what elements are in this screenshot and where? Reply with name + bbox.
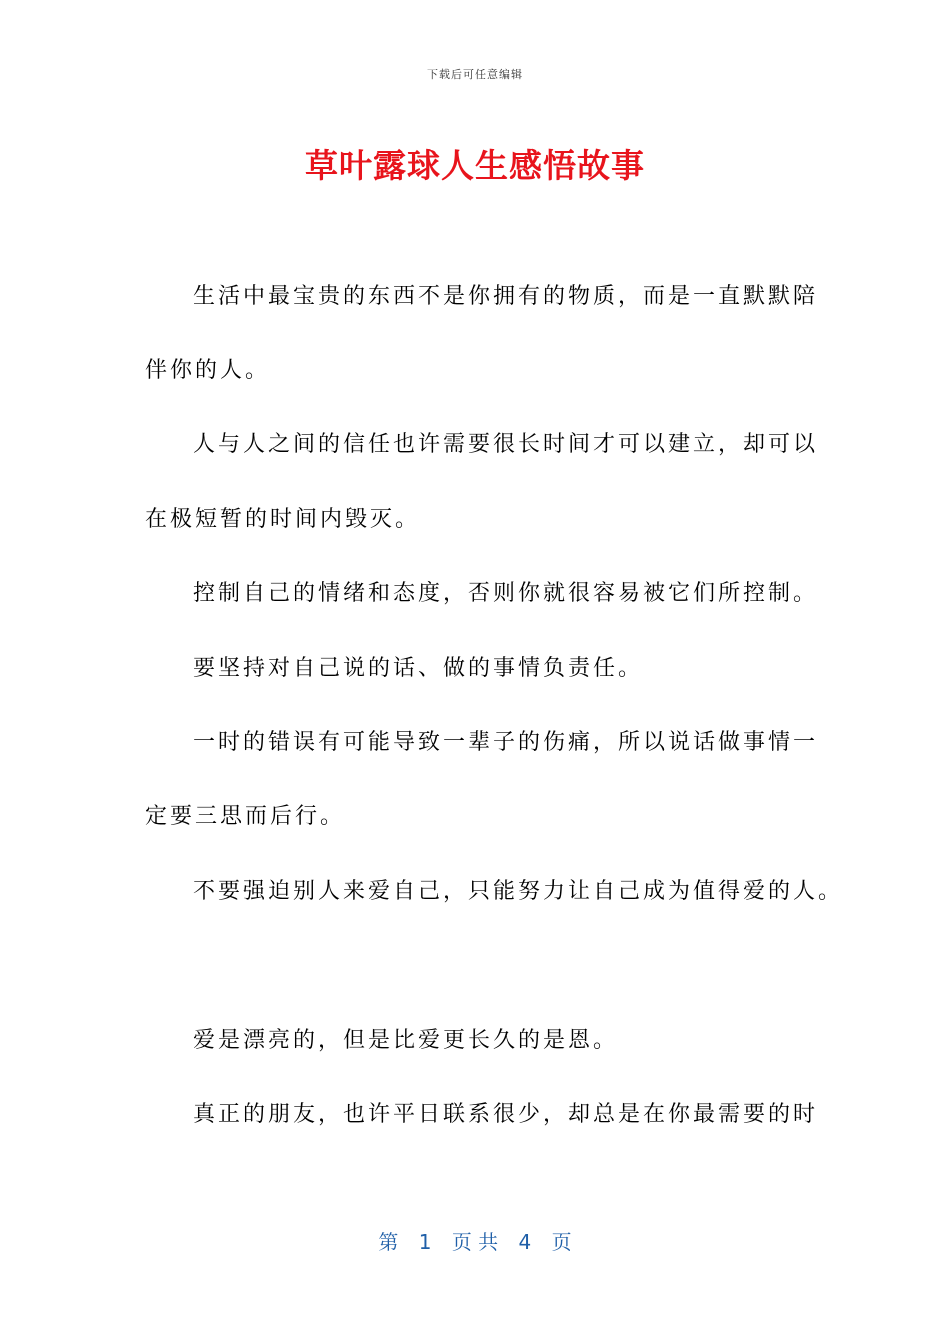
- total-pages-number: 4: [518, 1230, 532, 1254]
- page-suffix: 页: [551, 1230, 572, 1254]
- paragraph-line: 在极短暂的时间内毁灭。: [145, 507, 421, 532]
- paragraph-line: 生活中最宝贵的东西不是你拥有的物质，而是一直默默陪: [193, 284, 819, 309]
- paragraph-line: 爱是漂亮的，但是比爱更长久的是恩。: [193, 1028, 619, 1053]
- paragraph-line: 伴你的人。: [145, 358, 271, 383]
- paragraph-line: 定要三思而后行。: [145, 804, 346, 829]
- paragraph-line: 一时的错误有可能导致一辈子的伤痛，所以说话做事情一: [193, 730, 819, 755]
- page-footer: [0, 1226, 950, 1255]
- paragraph-line: 人与人之间的信任也许需要很长时间才可以建立，却可以: [193, 432, 819, 457]
- current-page-number: 1: [418, 1230, 432, 1254]
- paragraph-line: 真正的朋友，也许平日联系很少，却总是在你最需要的时: [193, 1102, 819, 1127]
- document-title: 草叶露球人生感悟故事: [305, 146, 645, 185]
- page-prefix: 第: [378, 1230, 399, 1254]
- page-mid-text: 页 共: [451, 1230, 499, 1254]
- paragraph-line: 要坚持对自己说的话、做的事情负责任。: [193, 656, 644, 681]
- header-note: 下载后可任意编辑: [427, 68, 523, 81]
- paragraph-line: 不要强迫别人来爱自己，只能努力让自己成为值得爱的人。: [193, 879, 844, 904]
- paragraph-line: 控制自己的情绪和态度，否则你就很容易被它们所控制。: [193, 581, 819, 606]
